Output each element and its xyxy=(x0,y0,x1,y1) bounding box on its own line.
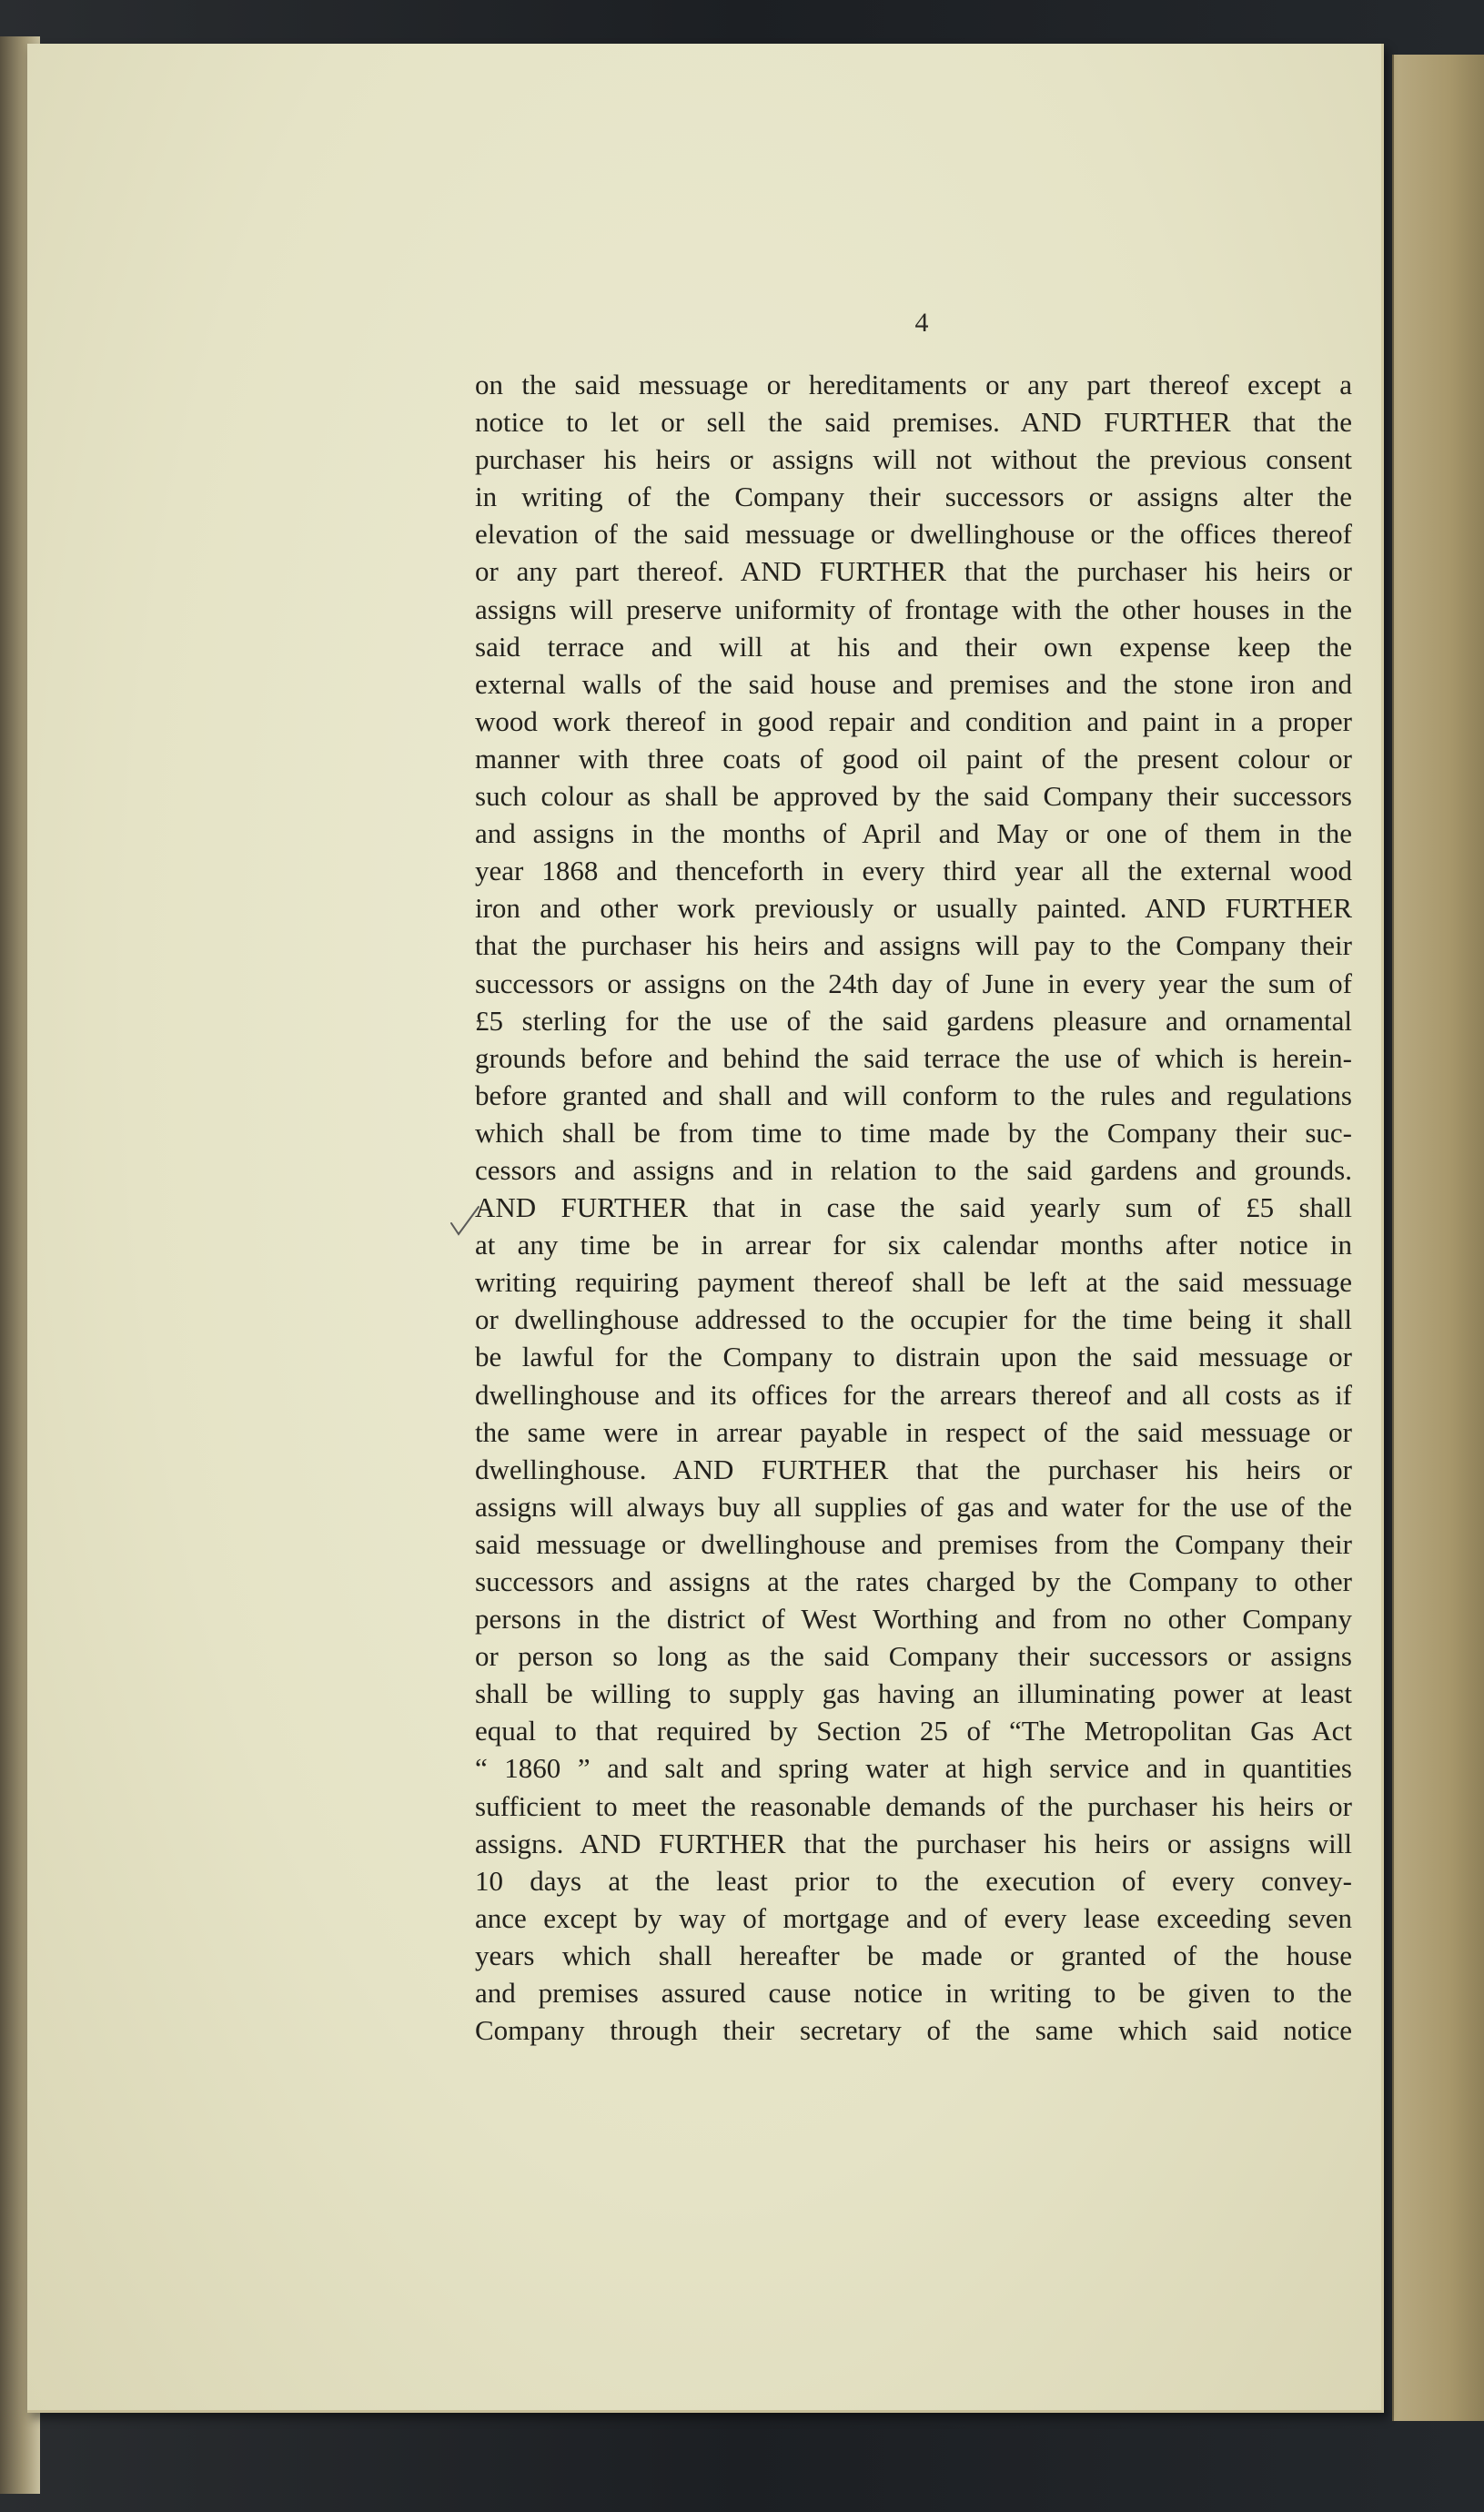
text-line: elevation of the said messuage or dwellinghouse or the offices thereof xyxy=(475,518,1352,551)
text-line: notice to let or sell the said premises. AND FURTHER that the xyxy=(475,406,1352,439)
text-line: sufficient to meet the reasonable demands of the purchaser his heirs or xyxy=(475,1789,1352,1822)
text-line: iron and other work previously or usually painted. AND FURTHER xyxy=(475,892,1352,925)
text-line: purchaser his heirs or assigns will not without the previous consent xyxy=(475,443,1352,476)
text-line: year 1868 and thenceforth in every third year all the external wood xyxy=(475,855,1352,887)
text-line: shall be willing to supply gas having an illuminating power at least xyxy=(475,1677,1352,1710)
text-line: successors or assigns on the 24th day of June in every year the sum of xyxy=(475,967,1352,999)
text-line: that the purchaser his heirs and assigns will pay to the Company their xyxy=(475,929,1352,962)
text-line: or dwellinghouse addressed to the occupier for the time being it shall xyxy=(475,1303,1352,1336)
text-line: grounds before and behind the said terrace the use of which is herein- xyxy=(475,1041,1352,1074)
text-line: assigns will preserve uniformity of frontage with the other houses in the xyxy=(475,593,1352,625)
text-line: years which shall hereafter be made or granted of the house xyxy=(475,1939,1352,1971)
text-line: assigns will always buy all supplies of gas and water for the use of the xyxy=(475,1490,1352,1523)
text-line: said messuage or dwellinghouse and premises from the Company their xyxy=(475,1527,1352,1560)
text-line: writing requiring payment thereof shall be left at the said messuage xyxy=(475,1266,1352,1299)
text-line: which shall be from time to time made by the Company their suc- xyxy=(475,1116,1352,1149)
text-line: manner with three coats of good oil paint of the present colour or xyxy=(475,742,1352,775)
text-line: and assigns in the months of April and May or one of them in the xyxy=(475,817,1352,850)
text-line: or person so long as the said Company their successors or assigns xyxy=(475,1640,1352,1673)
text-line: persons in the district of West Worthing and from no other Company xyxy=(475,1603,1352,1636)
text-line: said terrace and will at his and their own expense keep the xyxy=(475,630,1352,663)
text-line: assigns. AND FURTHER that the purchaser his heirs or assigns will xyxy=(475,1827,1352,1859)
text-line: in writing of the Company their successors or assigns alter the xyxy=(475,481,1352,513)
text-line: 10 days at the least prior to the execution of every convey- xyxy=(475,1864,1352,1897)
text-line: at any time be in arrear for six calendar months after notice in xyxy=(475,1229,1352,1261)
text-line: dwellinghouse. AND FURTHER that the purchaser his heirs or xyxy=(475,1453,1352,1485)
text-line: such colour as shall be approved by the said Company their successors xyxy=(475,780,1352,813)
text-line: equal to that required by Section 25 of “The Metropolitan Gas Act xyxy=(475,1715,1352,1747)
text-line: or any part thereof. AND FURTHER that the purchaser his heirs or xyxy=(475,555,1352,588)
text-line: be lawful for the Company to distrain upon the said messuage or xyxy=(475,1341,1352,1373)
text-line: £5 sterling for the use of the said gardens pleasure and ornamental xyxy=(475,1004,1352,1037)
text-line: cessors and assigns and in relation to the said gardens and grounds. xyxy=(475,1153,1352,1186)
adjacent-page-edge xyxy=(1392,55,1484,2421)
text-line: successors and assigns at the rates charged by the Company to other xyxy=(475,1565,1352,1597)
text-line: before granted and shall and will conform to the rules and regulations xyxy=(475,1079,1352,1111)
page-number: 4 xyxy=(914,308,929,338)
text-line: “ 1860 ” and salt and spring water at high service and in quantities xyxy=(475,1752,1352,1785)
text-line: the same were in arrear payable in respect of the said messuage or xyxy=(475,1415,1352,1448)
text-line: wood work thereof in good repair and condition and paint in a proper xyxy=(475,704,1352,737)
text-line: dwellinghouse and its offices for the arrears thereof and all costs as if xyxy=(475,1378,1352,1411)
text-line: Company through their secretary of the same which said notice xyxy=(475,2014,1352,2047)
text-line: external walls of the said house and premises and the stone iron and xyxy=(475,667,1352,700)
text-line: ance except by way of mortgage and of every lease exceeding seven xyxy=(475,1901,1352,1934)
body-text xyxy=(475,366,1352,2049)
text-line: and premises assured cause notice in writing to be given to the xyxy=(475,1977,1352,2010)
text-line: on the said messuage or hereditaments or any part thereof except a xyxy=(475,369,1352,400)
text-line: AND FURTHER that in case the said yearly sum of £5 shall xyxy=(475,1191,1352,1224)
